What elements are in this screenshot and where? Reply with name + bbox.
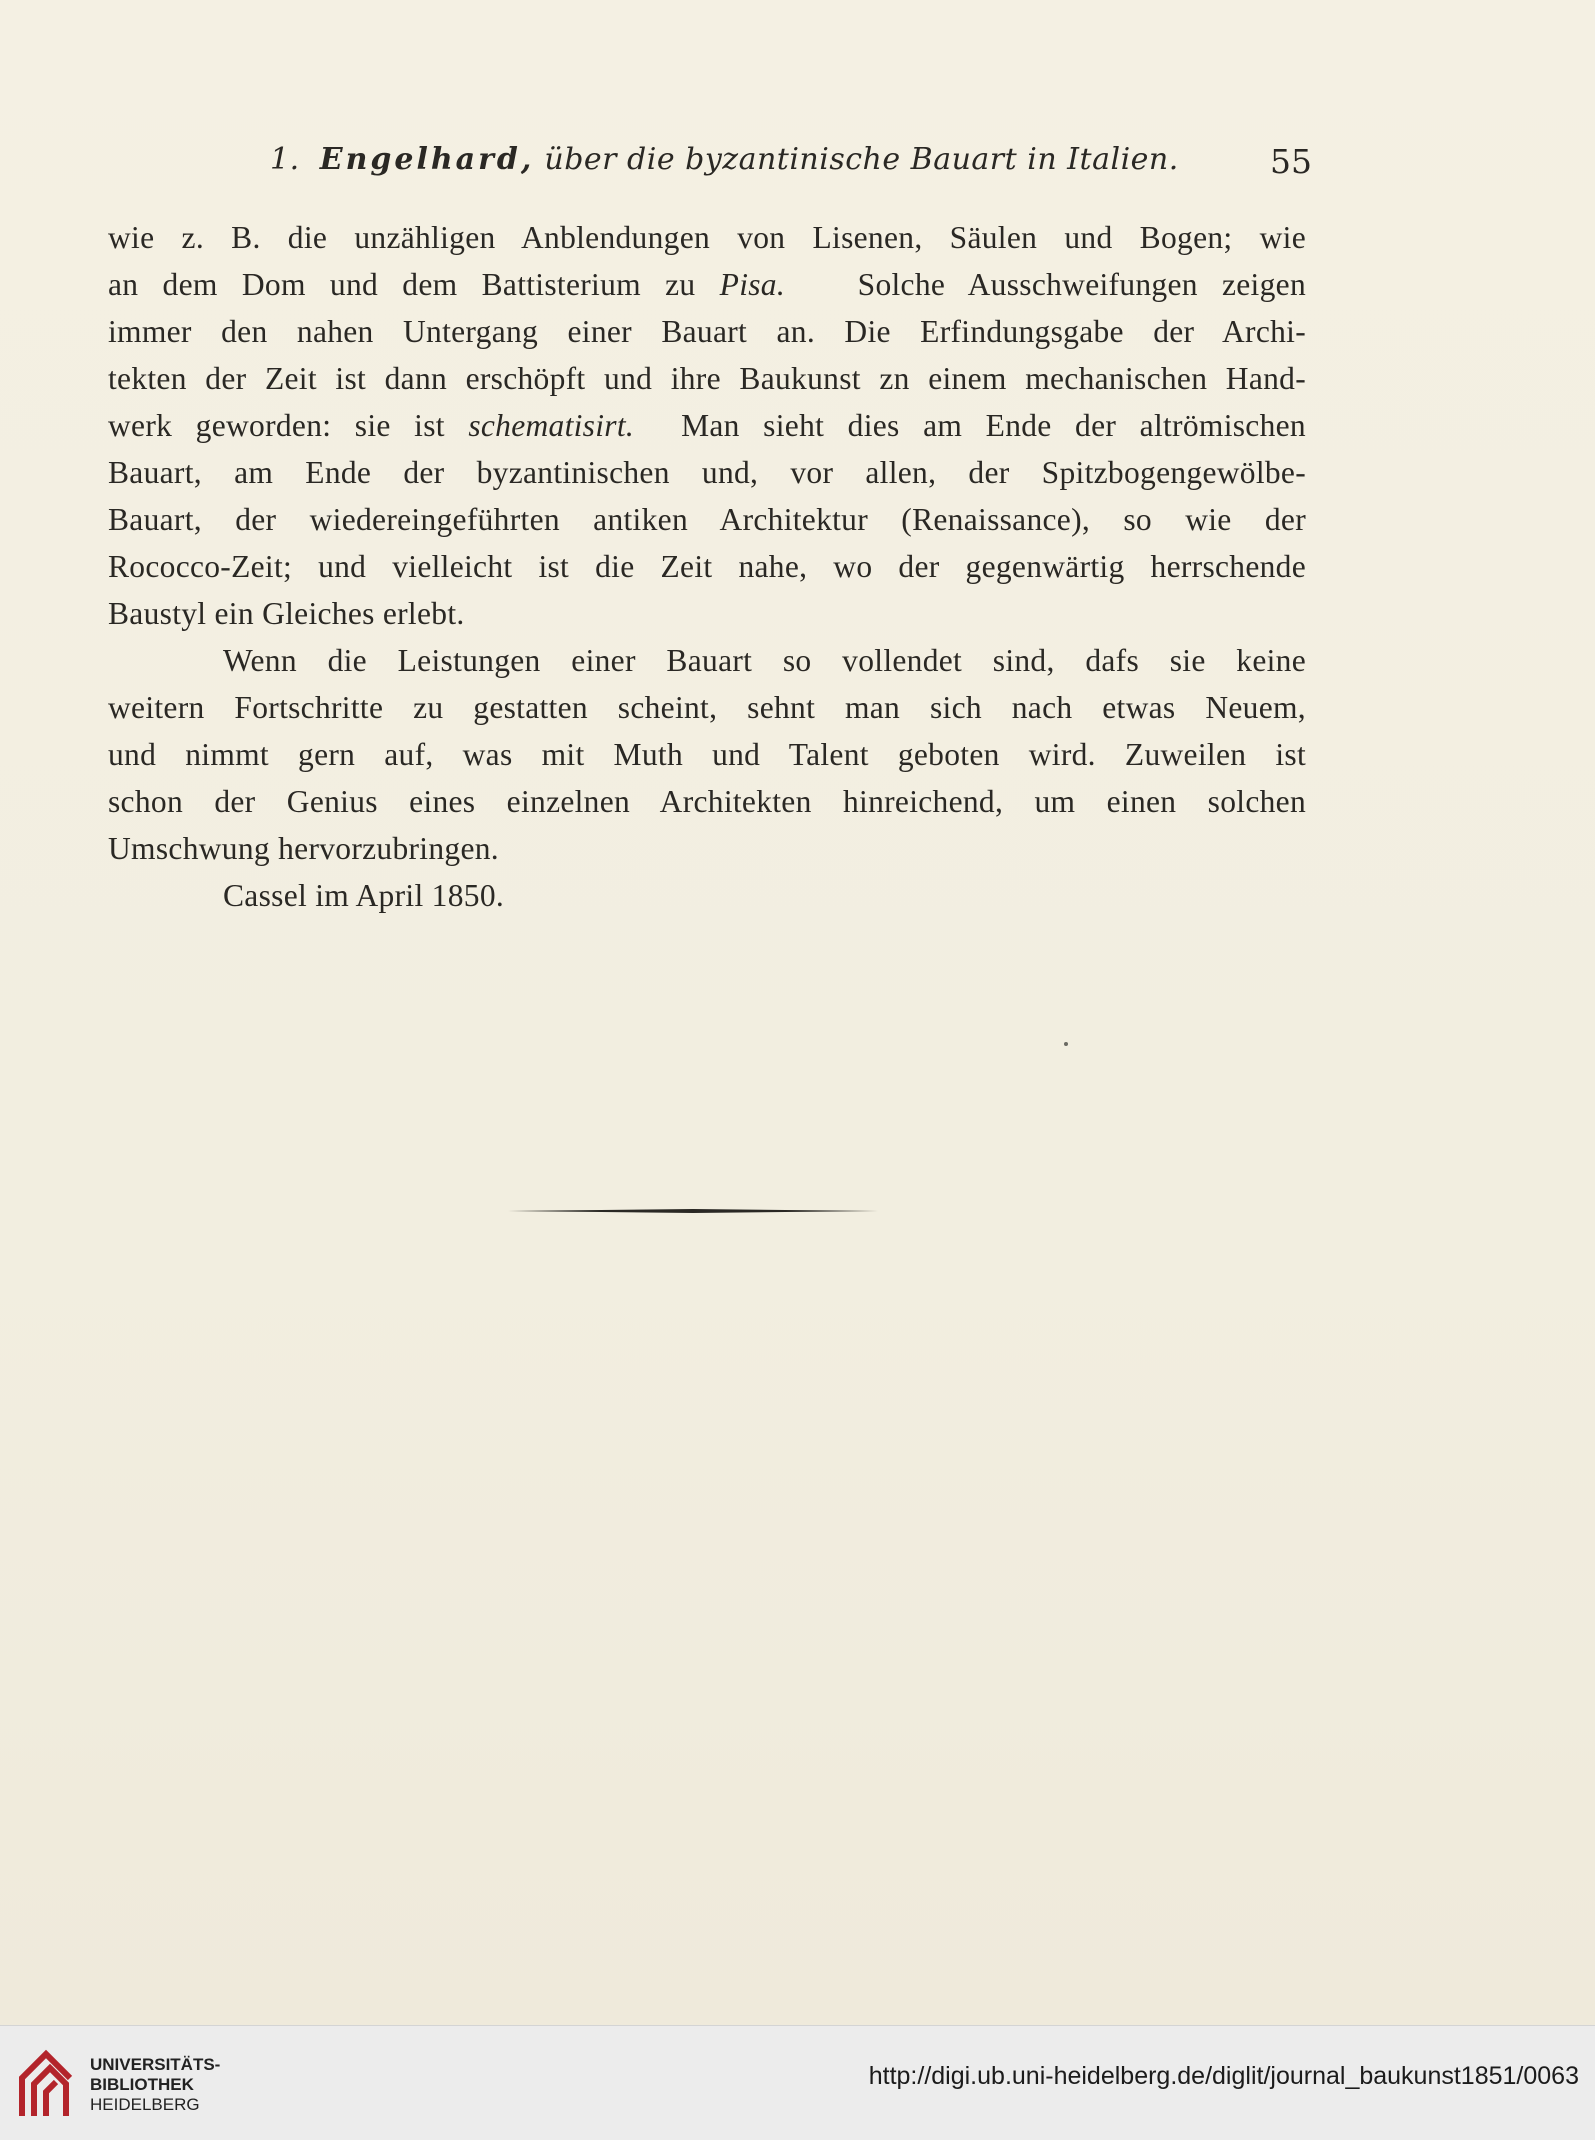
- library-line-2: BIBLIOTHEK: [90, 2075, 194, 2094]
- header-number: 1.: [270, 142, 300, 177]
- text-span: Solche Ausschweifungen zeigen: [857, 267, 1306, 302]
- text-line: [108, 402, 1306, 449]
- library-name: [90, 2055, 220, 2115]
- footer-bar: [0, 2025, 1595, 2140]
- text-line: und nimmt gern auf, was mit Muth und Talent geboten wird. Zuweilen ist: [108, 737, 1306, 772]
- text-span: an dem Dom und dem Battisterium zu: [108, 267, 696, 302]
- header-title: [270, 142, 1179, 177]
- ink-speck: [1064, 1042, 1068, 1046]
- text-line: Rococco-Zeit; und vielleicht ist die Zeit nahe, wo der gegenwärtig herrschende: [108, 549, 1306, 584]
- text-line: immer den nahen Untergang einer Bauart an. Die Erfindungsgabe der Archi-: [108, 314, 1306, 349]
- text-line: wie z. B. die unzähligen Anblendungen von Lisenen, Säulen und Bogen; wie: [108, 220, 1306, 255]
- library-line-3: HEIDELBERG: [90, 2095, 200, 2114]
- library-line-1: UNIVERSITÄTS-: [90, 2055, 221, 2074]
- text-line: Baustyl ein Gleiches erlebt.: [108, 596, 465, 631]
- text-line: schon der Genius eines einzelnen Architekten hinreichend, um einen solchen: [108, 784, 1306, 819]
- text-line: [108, 261, 1306, 308]
- running-header: [270, 138, 1312, 188]
- text-line: Umschwung hervorzubringen.: [108, 831, 499, 866]
- permalink-url[interactable]: http://digi.ub.uni-heidelberg.de/diglit/journal_baukunst1851/0063: [868, 2062, 1579, 2090]
- text-line: tekten der Zeit ist dann erschöpft und ihre Baukunst zn einem mechanischen Hand-: [108, 361, 1306, 396]
- text-line: Wenn die Leistungen einer Bauart so vollendet sind, dafs sie keine: [223, 643, 1306, 678]
- body-text: [108, 214, 1306, 919]
- text-span: Man sieht dies am Ende der altrömischen: [681, 408, 1306, 443]
- text-line: Bauart, der wiedereingeführten antiken Architektur (Renaissance), so wie der: [108, 502, 1306, 537]
- text-line: Bauart, am Ende der byzantinischen und, vor allen, der Spitzbogengewölbe-: [108, 455, 1306, 490]
- tapered-rule: [508, 1209, 878, 1213]
- header-author: Engelhard,: [319, 142, 535, 177]
- header-title-rest: über die byzantinische Bauart in Italien.: [544, 142, 1179, 177]
- italic-place-name: Pisa.: [719, 267, 786, 302]
- italic-term: schematisirt.: [468, 408, 635, 443]
- dateline: Cassel im April 1850.: [223, 878, 505, 913]
- page-number: 55: [1270, 142, 1312, 181]
- paragraph-1: [108, 214, 1306, 637]
- paragraph-2: [108, 637, 1306, 872]
- text-line: weitern Fortschritte zu gestatten scheint, sehnt man sich nach etwas Neuem,: [108, 690, 1306, 725]
- heidelberg-library-logo-icon: [16, 2046, 78, 2120]
- text-span: werk geworden: sie ist: [108, 408, 445, 443]
